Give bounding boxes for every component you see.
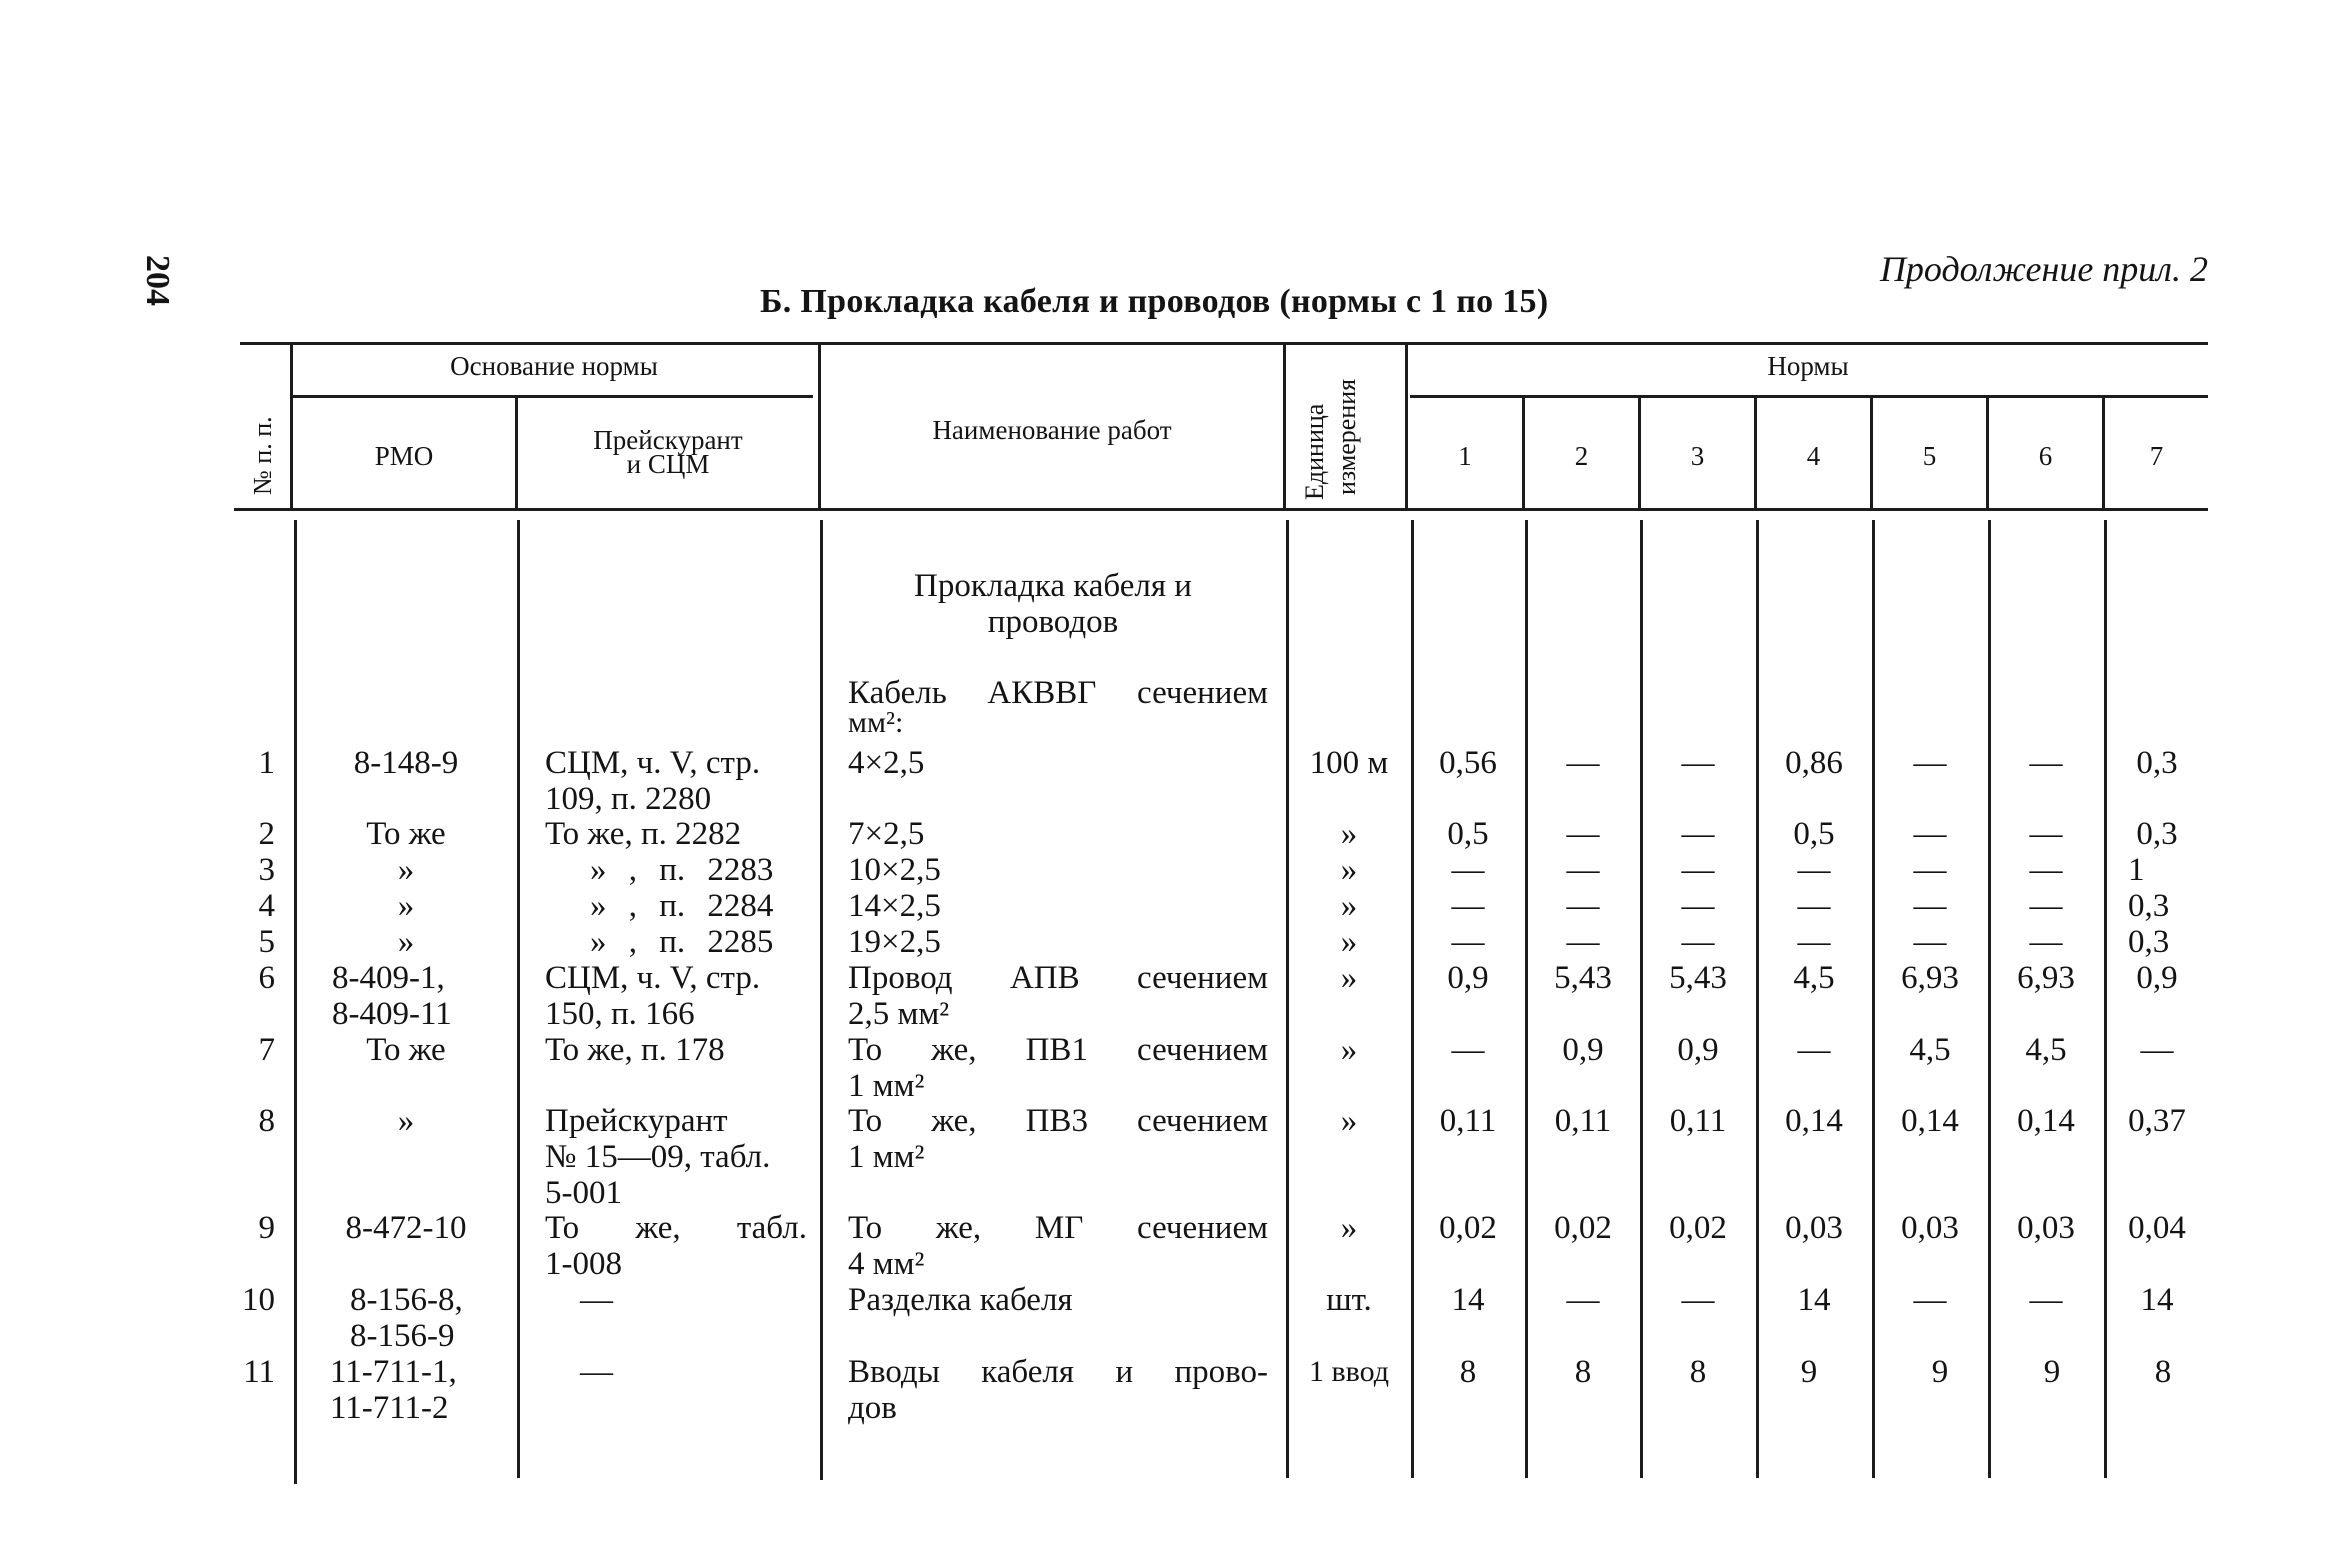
row-unit: 1 ввод <box>1308 1355 1390 1388</box>
row-work: 4×2,5 <box>848 745 925 781</box>
row-price: » , п. 2284 <box>590 888 774 924</box>
norm-value: 5,43 <box>1669 960 1727 996</box>
norm-value: 14 <box>1797 1282 1831 1318</box>
row-rmo: » <box>397 1103 415 1139</box>
norm-value: 4,5 <box>1909 1032 1951 1068</box>
norm-value: 0,02 <box>1554 1210 1612 1246</box>
norm-value: 0,02 <box>1439 1210 1497 1246</box>
row-rmo: То же <box>366 816 446 852</box>
norm-value: 0,9 <box>2136 960 2178 996</box>
row-num: 5 <box>258 924 275 960</box>
norm-value: — <box>1566 852 1600 888</box>
row-work-line: Провод АПВ сечением <box>848 960 1268 996</box>
row-work <box>848 1354 1268 1426</box>
row-num: 1 <box>258 745 275 781</box>
norm-value: 0,3 <box>2128 924 2170 960</box>
row-rmo: 8-148-9 <box>353 745 459 781</box>
row-price <box>545 960 760 1032</box>
row-unit: » <box>1340 924 1358 960</box>
row-price-line: 109, п. 2280 <box>545 781 712 817</box>
row-price-line: То же, табл. <box>545 1210 807 1246</box>
body-vrule <box>2104 520 2107 1478</box>
row-num: 6 <box>258 960 275 996</box>
norm-value: 0,14 <box>2017 1103 2075 1139</box>
norm-value: — <box>2029 888 2063 924</box>
row-work-line: 4 мм² <box>848 1246 925 1282</box>
norm-value: 0,5 <box>1793 816 1835 852</box>
norm-value: — <box>1451 888 1485 924</box>
norm-value: 0,14 <box>1901 1103 1959 1139</box>
page-number: 204 <box>139 255 176 306</box>
row-rmo: » <box>397 888 415 924</box>
row-rmo-line: 8-409-11 <box>332 996 452 1032</box>
row-rmo-line: 11-711-2 <box>330 1390 449 1426</box>
header-norm-col: 7 <box>2149 441 2164 471</box>
header-bottom-rule <box>234 508 2208 511</box>
norm-value: 0,9 <box>1562 1032 1604 1068</box>
row-work-line: 1 мм² <box>848 1068 925 1104</box>
body-vrule <box>294 520 297 1484</box>
norm-value: — <box>2029 816 2063 852</box>
norm-value: — <box>2029 924 2063 960</box>
intro-line: мм²: <box>848 706 904 739</box>
row-rmo: » <box>397 852 415 888</box>
norm-value: 0,9 <box>1677 1032 1719 1068</box>
row-price: То же, п. 2282 <box>545 816 742 852</box>
row-num: 10 <box>242 1282 275 1318</box>
row-work <box>848 960 1268 1032</box>
norm-value: 8 <box>1459 1354 1477 1390</box>
norm-value: — <box>1797 852 1831 888</box>
norm-value: 0,37 <box>2128 1103 2186 1139</box>
norm-value: — <box>1566 924 1600 960</box>
body-vrule <box>1988 520 1991 1478</box>
row-unit: » <box>1340 888 1358 924</box>
norm-value: — <box>1451 852 1485 888</box>
header-norm-col: 3 <box>1690 441 1705 471</box>
body-vrule <box>1872 520 1875 1478</box>
norm-value: — <box>1451 924 1485 960</box>
row-work: 19×2,5 <box>848 924 941 960</box>
row-num: 3 <box>258 852 275 888</box>
norm-value: 5,43 <box>1554 960 1612 996</box>
header-work: Наименование работ <box>932 415 1172 445</box>
header-price-line: Прейскурант <box>593 425 743 455</box>
row-work-line: То же, ПВ3 сечением <box>848 1103 1268 1139</box>
norm-value: — <box>2029 1282 2063 1318</box>
norm-value: — <box>1681 745 1715 781</box>
row-rmo-line: 8-156-8, <box>350 1282 463 1318</box>
norm-value: 0,04 <box>2128 1210 2186 1246</box>
header-unit-1: Единица <box>1300 403 1329 500</box>
norm-value: — <box>1913 888 1947 924</box>
row-work-line: дов <box>848 1390 897 1426</box>
header-norms: Нормы <box>1767 351 1849 381</box>
norm-value: 0,3 <box>2136 745 2178 781</box>
norm-value: 4,5 <box>2025 1032 2067 1068</box>
norm-value: 0,3 <box>2136 816 2178 852</box>
body-vrule <box>820 520 823 1480</box>
row-work-line: Вводы кабеля и прово- <box>848 1354 1268 1390</box>
header-unit-2: измерения <box>1332 378 1361 495</box>
row-work-line: То же, ПВ1 сечением <box>848 1032 1268 1068</box>
table-title: Б. Прокладка кабеля и проводов (нормы с 1 по 15) <box>760 283 1549 320</box>
row-work-line: 1 мм² <box>848 1139 925 1175</box>
row-work: 7×2,5 <box>848 816 925 852</box>
intro-text <box>848 675 1268 741</box>
norm-value: — <box>1913 924 1947 960</box>
header-price <box>518 426 818 478</box>
row-price-line: СЦМ, ч. V, стр. <box>545 960 761 996</box>
norm-value: — <box>1566 1282 1600 1318</box>
norm-value: 0,11 <box>1669 1103 1727 1139</box>
row-num: 4 <box>258 888 275 924</box>
norm-value: — <box>1451 1032 1485 1068</box>
row-num: 2 <box>258 816 275 852</box>
row-price: » , п. 2285 <box>590 924 774 960</box>
row-rmo-line: 8-409-1, <box>332 960 445 996</box>
row-price-line: 5-001 <box>545 1175 622 1211</box>
row-unit: » <box>1340 1210 1358 1246</box>
norm-value: 9 <box>1800 1354 1818 1390</box>
header-vrule <box>1283 345 1286 508</box>
row-price <box>545 1103 770 1211</box>
row-unit: » <box>1340 960 1358 996</box>
row-price-line: 150, п. 166 <box>545 996 695 1032</box>
norm-value: 14 <box>1451 1282 1485 1318</box>
row-rmo <box>332 960 452 1032</box>
row-work <box>848 1032 1268 1104</box>
row-unit: 100 м <box>1309 745 1389 781</box>
row-price-line: 1-008 <box>545 1246 622 1282</box>
section-heading-line: Прокладка кабеля и <box>914 568 1192 604</box>
basis-sub-rule <box>293 395 813 398</box>
row-rmo <box>330 1354 457 1426</box>
row-price-line: № 15—09, табл. <box>545 1139 771 1175</box>
row-num: 7 <box>258 1032 275 1068</box>
row-unit: » <box>1340 852 1358 888</box>
norm-value: 0,03 <box>1785 1210 1843 1246</box>
section-heading <box>823 568 1283 640</box>
header-num: № п. п. <box>248 416 277 495</box>
norm-value: 0,11 <box>1439 1103 1497 1139</box>
norm-value: — <box>1566 745 1600 781</box>
row-price <box>545 745 760 817</box>
norm-value: — <box>1797 888 1831 924</box>
norm-value: — <box>1681 924 1715 960</box>
row-work <box>848 1103 1268 1175</box>
row-price: — <box>580 1282 613 1318</box>
row-price: — <box>580 1354 613 1390</box>
row-work: 14×2,5 <box>848 888 941 924</box>
body-vrule <box>1756 520 1759 1478</box>
norm-value: 0,56 <box>1439 745 1497 781</box>
intro-line: Кабель АКВВГ сечением <box>848 675 1268 711</box>
norm-value: — <box>1913 745 1947 781</box>
header-norm-col: 1 <box>1458 441 1472 471</box>
header-norm-col: 5 <box>1922 441 1937 471</box>
row-rmo-line: 8-156-9 <box>350 1318 455 1354</box>
norm-value: 6,93 <box>1901 960 1959 996</box>
row-work: 10×2,5 <box>848 852 941 888</box>
norm-value: 0,03 <box>1901 1210 1959 1246</box>
row-work <box>848 1210 1268 1282</box>
caption: Продолжение прил. 2 <box>1879 249 2208 289</box>
row-price-line: СЦМ, ч. V, стр. <box>545 745 761 781</box>
norm-value: — <box>1681 1282 1715 1318</box>
row-rmo <box>350 1282 463 1354</box>
norm-value: — <box>1681 888 1715 924</box>
header-price-line: и СЦМ <box>626 449 710 479</box>
norm-value: — <box>1566 888 1600 924</box>
section-heading-line: проводов <box>987 604 1119 640</box>
norm-value: 1 <box>2128 852 2145 888</box>
row-rmo: 8-472-10 <box>345 1210 467 1246</box>
body-vrule <box>517 520 520 1478</box>
norms-sub-rule <box>1410 395 2208 398</box>
row-work: Разделка кабеля <box>848 1282 1073 1318</box>
norm-value: 8 <box>1574 1354 1592 1390</box>
norm-value: 4,5 <box>1793 960 1835 996</box>
norm-value: 6,93 <box>2017 960 2075 996</box>
row-work-line: То же, МГ сечением <box>848 1210 1268 1246</box>
norm-value: 0,14 <box>1785 1103 1843 1139</box>
norm-value: 0,02 <box>1669 1210 1727 1246</box>
row-num: 11 <box>243 1354 275 1390</box>
body-vrule <box>1411 520 1414 1478</box>
norm-value: — <box>1913 816 1947 852</box>
row-unit: » <box>1340 816 1358 852</box>
header-rmo: РМО <box>374 441 434 471</box>
norm-value: 8 <box>1689 1354 1707 1390</box>
norm-value: — <box>1797 924 1831 960</box>
row-rmo-line: 11-711-1, <box>330 1354 457 1390</box>
norm-value: — <box>1913 852 1947 888</box>
row-work-line: 2,5 мм² <box>848 996 950 1032</box>
header-norm-col: 6 <box>2038 441 2053 471</box>
row-num: 9 <box>258 1210 275 1246</box>
row-unit: » <box>1340 1032 1358 1068</box>
norm-value: 0,03 <box>2017 1210 2075 1246</box>
row-unit: шт. <box>1326 1282 1372 1318</box>
row-rmo: То же <box>366 1032 446 1068</box>
norm-value: 9 <box>1931 1354 1949 1390</box>
body-vrule <box>1525 520 1528 1478</box>
row-unit: » <box>1340 1103 1358 1139</box>
row-price <box>545 1210 807 1282</box>
norm-value: 0,5 <box>1447 816 1489 852</box>
norm-value: 0,3 <box>2128 888 2170 924</box>
row-num: 8 <box>258 1103 275 1139</box>
norm-value: — <box>1681 816 1715 852</box>
body-vrule <box>1640 520 1643 1478</box>
header-basis: Основание нормы <box>450 351 658 381</box>
norm-value: — <box>2029 745 2063 781</box>
norm-value: 9 <box>2043 1354 2061 1390</box>
header-norm-col: 4 <box>1806 441 1821 471</box>
norm-value: 0,9 <box>1447 960 1489 996</box>
norm-value: 0,86 <box>1785 745 1843 781</box>
table-top-rule <box>240 342 2208 345</box>
norm-value: — <box>1566 816 1600 852</box>
norm-value: — <box>2029 852 2063 888</box>
body-vrule <box>1286 520 1289 1478</box>
norm-value: — <box>1913 1282 1947 1318</box>
row-price-line: Прейскурант <box>545 1103 728 1139</box>
norm-value: — <box>2140 1032 2174 1068</box>
header-norm-col: 2 <box>1574 441 1589 471</box>
norm-value: 0,11 <box>1554 1103 1612 1139</box>
norm-value: — <box>1681 852 1715 888</box>
row-rmo: » <box>397 924 415 960</box>
row-price: То же, п. 178 <box>545 1032 725 1068</box>
row-price: » , п. 2283 <box>590 852 774 888</box>
norm-value: 8 <box>2154 1354 2172 1390</box>
norm-value: 14 <box>2140 1282 2174 1318</box>
norm-value: — <box>1797 1032 1831 1068</box>
